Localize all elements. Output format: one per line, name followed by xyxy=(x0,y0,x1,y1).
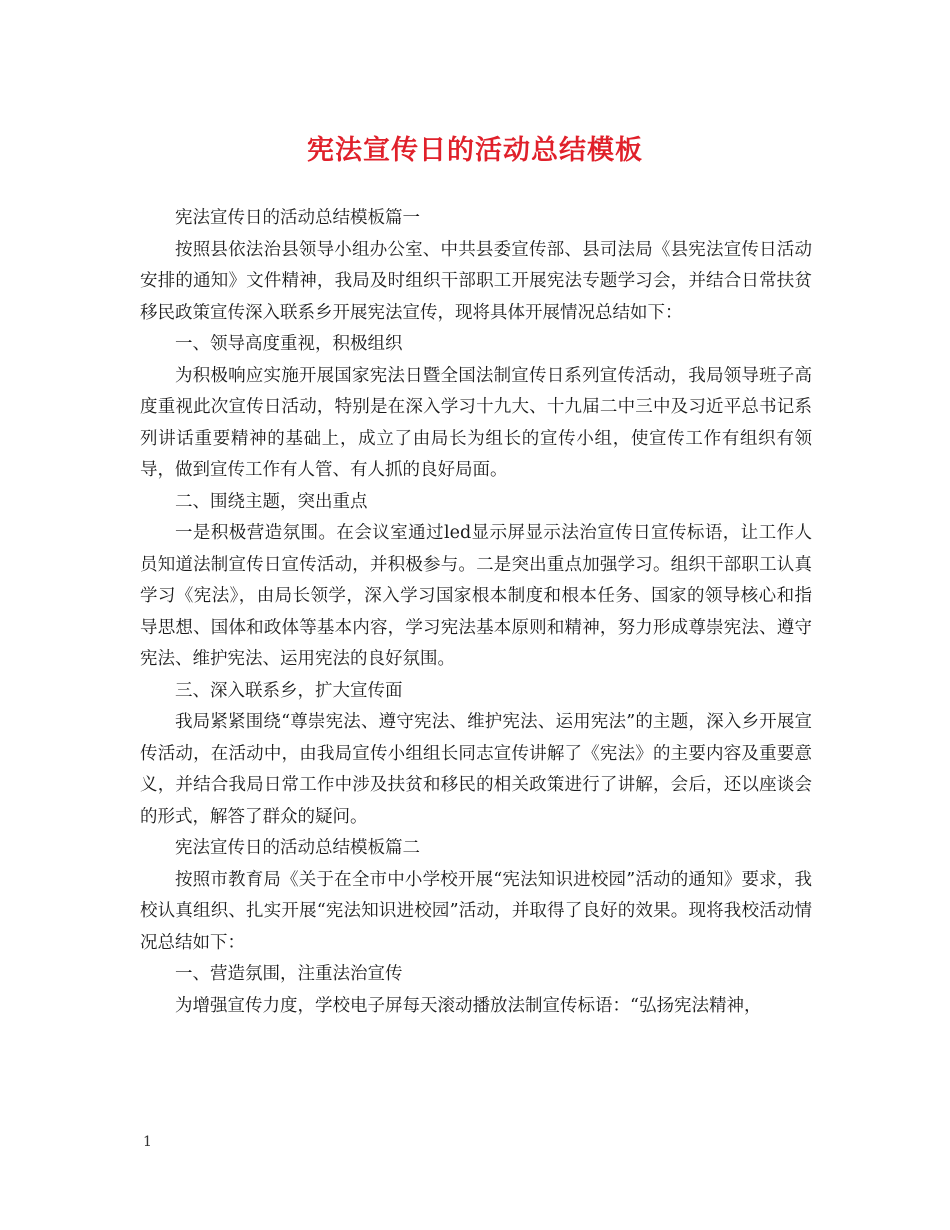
paragraph: 我局紧紧围绕“尊崇宪法、遵守宪法、维护宪法、运用宪法”的主题，深入乡开展宣传活动，在活动中，由我局宣传小组组长同志宣传讲解了《宪法》的主要内容及重要意义，并结合我局日常工作中涉及扶贫和移民的相关政策进行了讲解，会后，还以座谈会的形式，解答了群众的疑问。 xyxy=(140,712,812,827)
section-heading: 宪法宣传日的活动总结模板篇一 xyxy=(175,208,420,228)
paragraph: 按照县依法治县领导小组办公室、中共县委宣传部、县司法局《县宪法宣传日活动安排的通知》文件精神，我局及时组织干部职工开展宪法专题学习会，并结合日常扶贫移民政策宣传深入联系乡开展宪法宣传，现将具体开展情况总结如下： xyxy=(140,239,812,323)
paragraph: 为积极响应实施开展国家宪法日暨全国法制宣传日系列宣传活动，我局领导班子高度重视此次宣传日活动，特别是在深入学习十九大、十九届二中三中及习近平总书记系列讲话重要精神的基础上，成立了由局长为组长的宣传小组，使宣传工作有组织有领导，做到宣传工作有人管、有人抓的良好局面。 xyxy=(140,365,812,480)
document-body xyxy=(140,203,812,1022)
subsection-heading: 一、领导高度重视，积极组织 xyxy=(175,334,403,354)
document-title: 宪法宣传日的活动总结模板 xyxy=(307,135,643,166)
subsection-heading: 三、深入联系乡，扩大宣传面 xyxy=(175,680,403,701)
subsection-heading: 一、营造氛围，注重法治宣传 xyxy=(175,964,403,984)
paragraph: 按照市教育局《关于在全市中小学校开展“宪法知识进校园”活动的通知》要求，我校认真组织、扎实开展“宪法知识进校园”活动，并取得了良好的效果。现将我校活动情况总结如下： xyxy=(140,869,812,953)
paragraph: 为增强宣传力度，学校电子屏每天滚动播放法制宣传标语：“弘扬宪法精神， xyxy=(175,995,762,1016)
paragraph: 一是积极营造氛围。在会议室通过led显示屏显示法治宣传日宣传标语，让工作人员知道法制宣传日宣传活动，并积极参与。二是突出重点加强学习。组织干部职工认真学习《宪法》，由局长领学，深入学习国家根本制度和根本任务、国家的领导核心和指导思想、国体和政体等基本内容，学习宪法基本原则和精神，努力形成尊崇宪法、遵守宪法、维护宪法、运用宪法的良好氛围。 xyxy=(140,523,812,669)
page-number: 1 xyxy=(143,1134,152,1150)
subsection-heading: 二、围绕主题，突出重点 xyxy=(175,491,368,512)
section-heading: 宪法宣传日的活动总结模板篇二 xyxy=(175,838,420,858)
